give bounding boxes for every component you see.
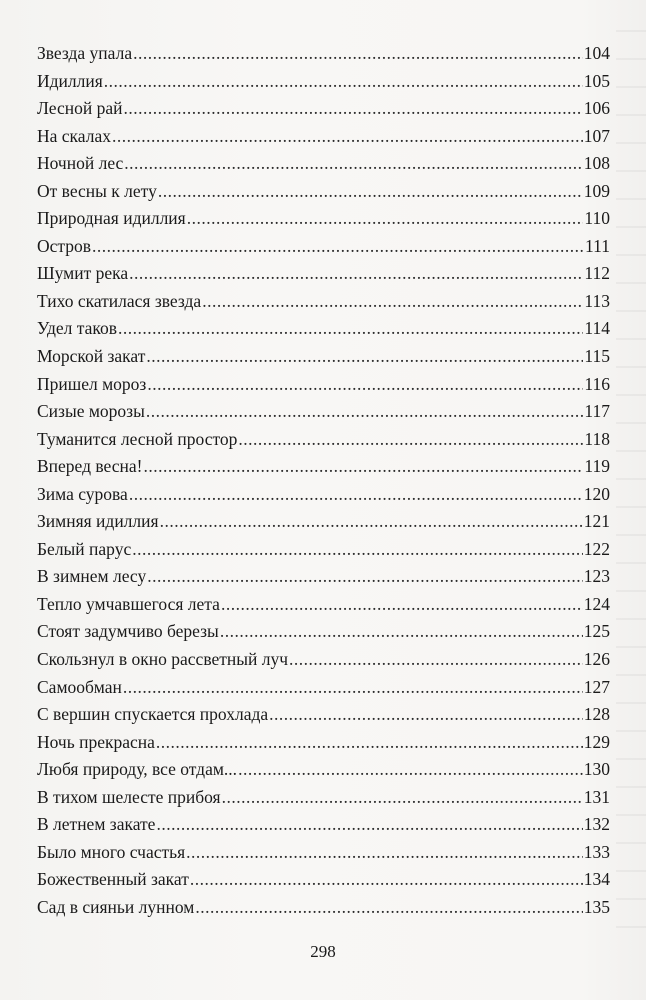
toc-entry-title: Остров	[37, 235, 92, 256]
dot-leader	[129, 260, 583, 288]
toc-entry-title: В зимнем лесу	[37, 566, 147, 587]
toc-entry	[37, 536, 610, 564]
toc-entry	[37, 343, 610, 371]
toc-entry-title: Туманится лесной простор	[37, 428, 238, 449]
toc-entry	[37, 95, 610, 123]
toc-entry	[37, 40, 610, 68]
dot-leader	[146, 398, 584, 426]
toc-entry	[37, 178, 610, 206]
toc-entry	[37, 674, 610, 702]
toc-entry-title: Природная идиллия	[37, 208, 186, 229]
dot-leader	[238, 426, 583, 454]
toc-entry-title: Шумит река	[37, 263, 129, 284]
dot-leader	[92, 233, 584, 261]
toc-entry	[37, 150, 610, 178]
toc-entry-title: В тихом шелесте прибоя	[37, 786, 221, 807]
toc-entry	[37, 205, 610, 233]
show-through-text	[616, 30, 646, 930]
toc-entry-page: 115	[584, 346, 610, 367]
dot-leader	[220, 618, 583, 646]
toc-entry-title: Лесной рай	[37, 98, 123, 119]
toc-entry-page: 106	[583, 98, 610, 119]
toc-entry-title: Идиллия	[37, 70, 103, 91]
toc-entry	[37, 371, 610, 399]
toc-entry-title: Пришел мороз	[37, 373, 147, 394]
toc-entry-page: 118	[584, 428, 610, 449]
dot-leader	[124, 150, 582, 178]
toc-entry-title: Морской закат	[37, 346, 146, 367]
toc-entry-title: Сизые морозы	[37, 401, 145, 422]
toc-entry-title: Сад в сияньи лунном	[37, 896, 195, 917]
toc-entry	[37, 315, 610, 343]
toc-entry-page: 107	[583, 125, 610, 146]
toc-entry-title: Удел таков	[37, 318, 117, 339]
toc-entry	[37, 123, 610, 151]
toc-entry-page: 114	[584, 318, 610, 339]
toc-entry-page: 125	[583, 621, 610, 642]
toc-entry	[37, 426, 610, 454]
dot-leader	[143, 453, 583, 481]
toc-entry	[37, 784, 610, 812]
toc-entry-title: Зимняя идиллия	[37, 511, 159, 532]
dot-leader	[222, 784, 583, 812]
toc-entry	[37, 894, 610, 922]
dot-leader	[238, 756, 583, 784]
toc-entry-title: Любя природу, все отдам...	[37, 759, 238, 780]
toc-entry-page: 128	[583, 704, 610, 725]
toc-entry	[37, 508, 610, 536]
dot-leader	[132, 536, 583, 564]
dot-leader	[104, 68, 583, 96]
toc-entry-page: 110	[584, 208, 610, 229]
dot-leader	[160, 508, 583, 536]
toc-entry-page: 121	[583, 511, 610, 532]
dot-leader	[289, 646, 583, 674]
toc-entry-page: 133	[583, 841, 610, 862]
page-number: 298	[310, 942, 336, 961]
toc-entry	[37, 618, 610, 646]
dot-leader	[190, 866, 583, 894]
toc-entry-title: С вершин спускается прохлада	[37, 704, 269, 725]
toc-entry	[37, 260, 610, 288]
toc-entry-title: Скользнул в окно рассветный луч	[37, 649, 289, 670]
dot-leader	[221, 591, 583, 619]
toc-entry-title: Было много счастья	[37, 841, 186, 862]
toc-entry-title: Зима сурова	[37, 483, 128, 504]
toc-entry-page: 112	[584, 263, 610, 284]
toc-entry-page: 127	[583, 676, 610, 697]
toc-entry-page: 124	[583, 593, 610, 614]
toc-entry-page: 120	[583, 483, 610, 504]
dot-leader	[156, 811, 582, 839]
dot-leader	[129, 481, 583, 509]
toc-entry-title: Самообман	[37, 676, 122, 697]
toc-entry-page: 109	[583, 180, 610, 201]
toc-entry	[37, 453, 610, 481]
toc-entry-page: 132	[583, 814, 610, 835]
toc-entry	[37, 701, 610, 729]
toc-entry-title: Божественный закат	[37, 869, 189, 890]
toc-entry-page: 122	[583, 538, 610, 559]
toc-entry	[37, 811, 610, 839]
toc-entry	[37, 729, 610, 757]
toc-entry-page: 135	[583, 896, 610, 917]
toc-entry-page: 134	[583, 869, 610, 890]
dot-leader	[156, 729, 583, 757]
toc-entry-page: 126	[583, 649, 610, 670]
toc-entry-page: 130	[583, 759, 610, 780]
toc-entry-page: 129	[583, 731, 610, 752]
toc-entry	[37, 481, 610, 509]
toc-entry-page: 113	[584, 290, 610, 311]
toc-entry-title: В летнем закате	[37, 814, 156, 835]
toc-entry-title: Звезда упала	[37, 43, 133, 63]
toc-entry	[37, 591, 610, 619]
dot-leader	[269, 701, 583, 729]
dot-leader	[147, 563, 583, 591]
dot-leader	[118, 315, 583, 343]
dot-leader	[186, 839, 583, 867]
dot-leader	[112, 123, 583, 151]
toc-entry	[37, 288, 610, 316]
toc-entry	[37, 839, 610, 867]
toc-entry-page: 111	[585, 235, 610, 256]
toc-entry-title: Тепло умчавшегося лета	[37, 593, 220, 614]
toc-entry-title: На скалах	[37, 125, 111, 146]
dot-leader	[123, 95, 582, 123]
toc-entry	[37, 756, 610, 784]
toc-entry-page: 123	[583, 566, 610, 587]
toc-entry	[37, 233, 610, 261]
toc-entry	[37, 866, 610, 894]
toc-entry-title: Ночь прекрасна	[37, 731, 155, 752]
toc-entry	[37, 646, 610, 674]
toc-entry-title: Стоят задумчиво березы	[37, 621, 219, 642]
toc-entry-page: 116	[584, 373, 610, 394]
dot-leader	[187, 205, 584, 233]
toc-entry-page: 104	[583, 43, 610, 63]
toc-entry	[37, 563, 610, 591]
dot-leader	[202, 288, 583, 316]
toc-entry-title: Вперед весна!	[37, 456, 143, 477]
table-of-contents	[37, 40, 610, 922]
toc-entry-page: 131	[583, 786, 610, 807]
dot-leader	[158, 178, 583, 206]
dot-leader	[147, 371, 583, 399]
dot-leader	[195, 894, 582, 922]
dot-leader	[123, 674, 583, 702]
toc-entry	[37, 68, 610, 96]
toc-entry-page: 119	[584, 456, 610, 477]
toc-entry	[37, 398, 610, 426]
dot-leader	[133, 40, 583, 68]
toc-entry-title: Тихо скатилася звезда	[37, 290, 202, 311]
toc-entry-page: 108	[583, 153, 610, 174]
toc-entry-title: От весны к лету	[37, 180, 157, 201]
toc-entry-title: Белый парус	[37, 538, 132, 559]
toc-entry-page: 105	[583, 70, 610, 91]
dot-leader	[146, 343, 583, 371]
toc-entry-title: Ночной лес	[37, 153, 124, 174]
toc-entry-page: 117	[584, 401, 610, 422]
